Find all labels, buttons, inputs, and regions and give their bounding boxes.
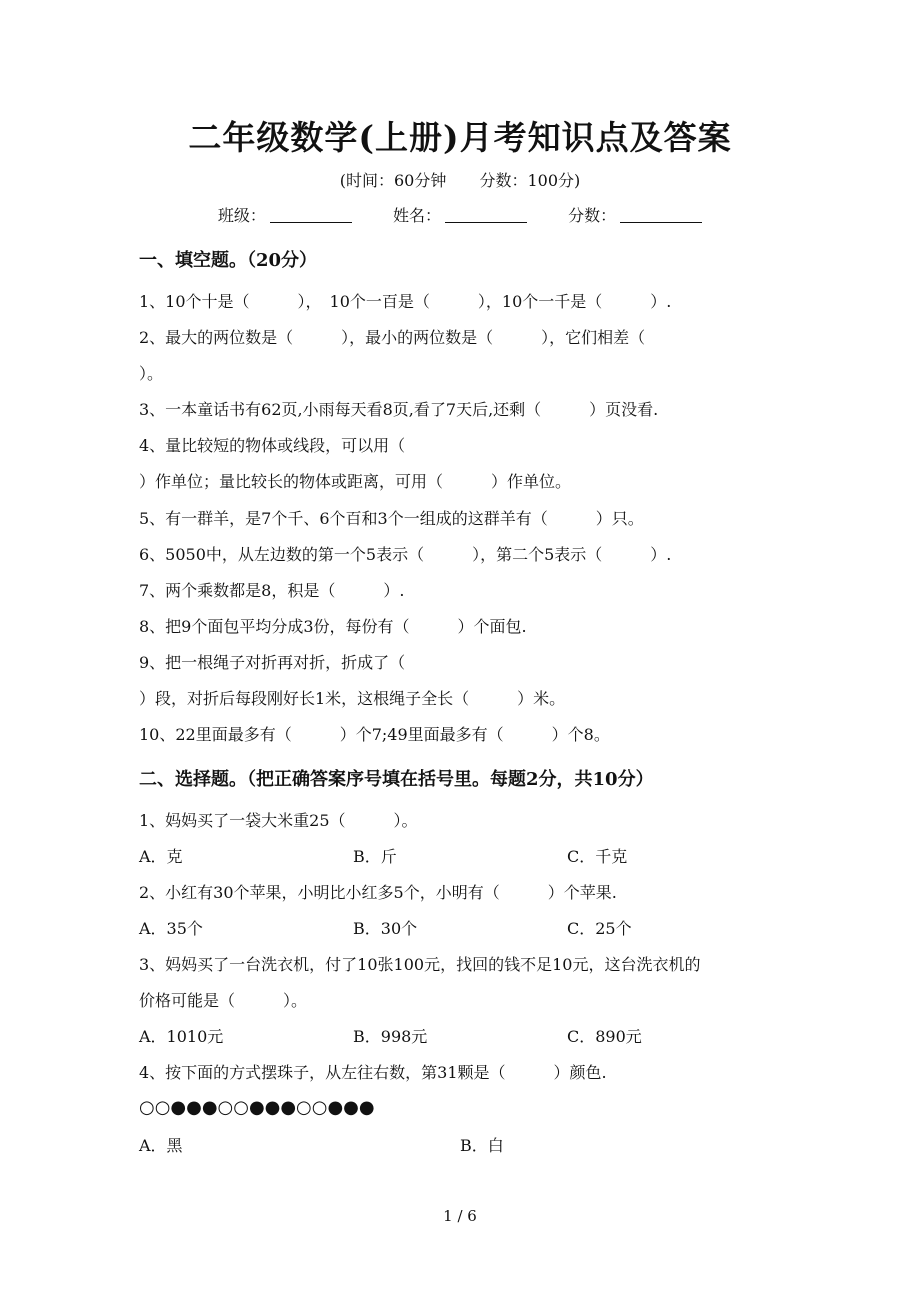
question-line: 5、有一群羊，是7个千、6个百和3个一组成的这群羊有（ ）只。 (139, 509, 644, 528)
question-line: 4、按下面的方式摆珠子，从左往右数，第31颗是（ ）颜色. (139, 1063, 607, 1082)
exam-meta (0, 168, 920, 191)
option-a: A．1010元 (139, 1027, 224, 1046)
option-a: A．黑 (139, 1136, 183, 1155)
question-line: 6、5050中，从左边数的第一个5表示（ ），第二个5表示（ ）. (139, 545, 672, 564)
question-line: 9、把一根绳子对折再对折，折成了（ (139, 653, 406, 672)
score-field (568, 203, 702, 226)
name-label: 姓名： (392, 206, 441, 225)
name-blank[interactable] (445, 222, 527, 223)
class-blank[interactable] (270, 222, 352, 223)
question-line: 2、小红有30个苹果，小明比小红多5个，小明有（ ）个苹果. (139, 883, 617, 902)
option-c: C．890元 (567, 1027, 642, 1046)
class-field (218, 203, 352, 226)
name-field (393, 203, 527, 226)
page-title: 二年级数学(上册)月考知识点及答案 (188, 118, 732, 157)
question-line: 1、妈妈买了一袋大米重25（ ）。 (139, 811, 418, 830)
option-b: B．30个 (353, 919, 418, 938)
bead-pattern: ○○●●●○○●●●○○●●● (139, 1097, 375, 1118)
option-b: B．白 (460, 1136, 504, 1155)
question-line: 1、10个十是（ ）， 10个一百是（ ），10个一千是（ ）. (139, 292, 672, 311)
option-a: A．35个 (139, 919, 203, 938)
question-line: 3、一本童话书有62页,小雨每天看8页,看了7天后,还剩（ ）页没看. (139, 400, 659, 419)
exam-total-score: 分数：100分) (479, 171, 581, 190)
option-b: B．斤 (353, 847, 397, 866)
section-heading-multiple-choice: 二、选择题。（把正确答案序号填在括号里。每题2分，共10分） (139, 769, 654, 790)
section-heading-fill-in: 一、填空题。（20分） (139, 250, 318, 271)
option-b: B．998元 (353, 1027, 428, 1046)
option-c: C．千克 (567, 847, 628, 866)
question-line: 价格可能是（ ）。 (139, 991, 308, 1010)
question-line: 10、22里面最多有（ ）个7;49里面最多有（ ）个8。 (139, 725, 610, 744)
question-line: ）段，对折后每段刚好长1米，这根绳子全长（ ）米。 (139, 689, 566, 708)
page-number: 1 / 6 (443, 1207, 477, 1225)
question-line: ）。 (139, 364, 164, 383)
question-line: 2、最大的两位数是（ ），最小的两位数是（ ），它们相差（ (139, 328, 646, 347)
option-a: A．克 (139, 847, 183, 866)
option-c: C．25个 (567, 919, 632, 938)
question-line: 3、妈妈买了一台洗衣机，付了10张100元，找回的钱不足10元，这台洗衣机的 (139, 955, 701, 974)
class-label: 班级： (217, 206, 266, 225)
question-line: 7、两个乘数都是8，积是（ ）. (139, 581, 405, 600)
student-info (0, 203, 920, 226)
question-line: 4、量比较短的物体或线段，可以用（ (139, 436, 406, 455)
question-line: 8、把9个面包平均分成3份，每份有（ ）个面包. (139, 617, 527, 636)
question-line: ）作单位；量比较长的物体或距离，可用（ ）作单位。 (139, 472, 572, 491)
score-label: 分数： (568, 206, 617, 225)
score-blank[interactable] (620, 222, 702, 223)
exam-time: (时间：60分钟 (339, 171, 447, 190)
